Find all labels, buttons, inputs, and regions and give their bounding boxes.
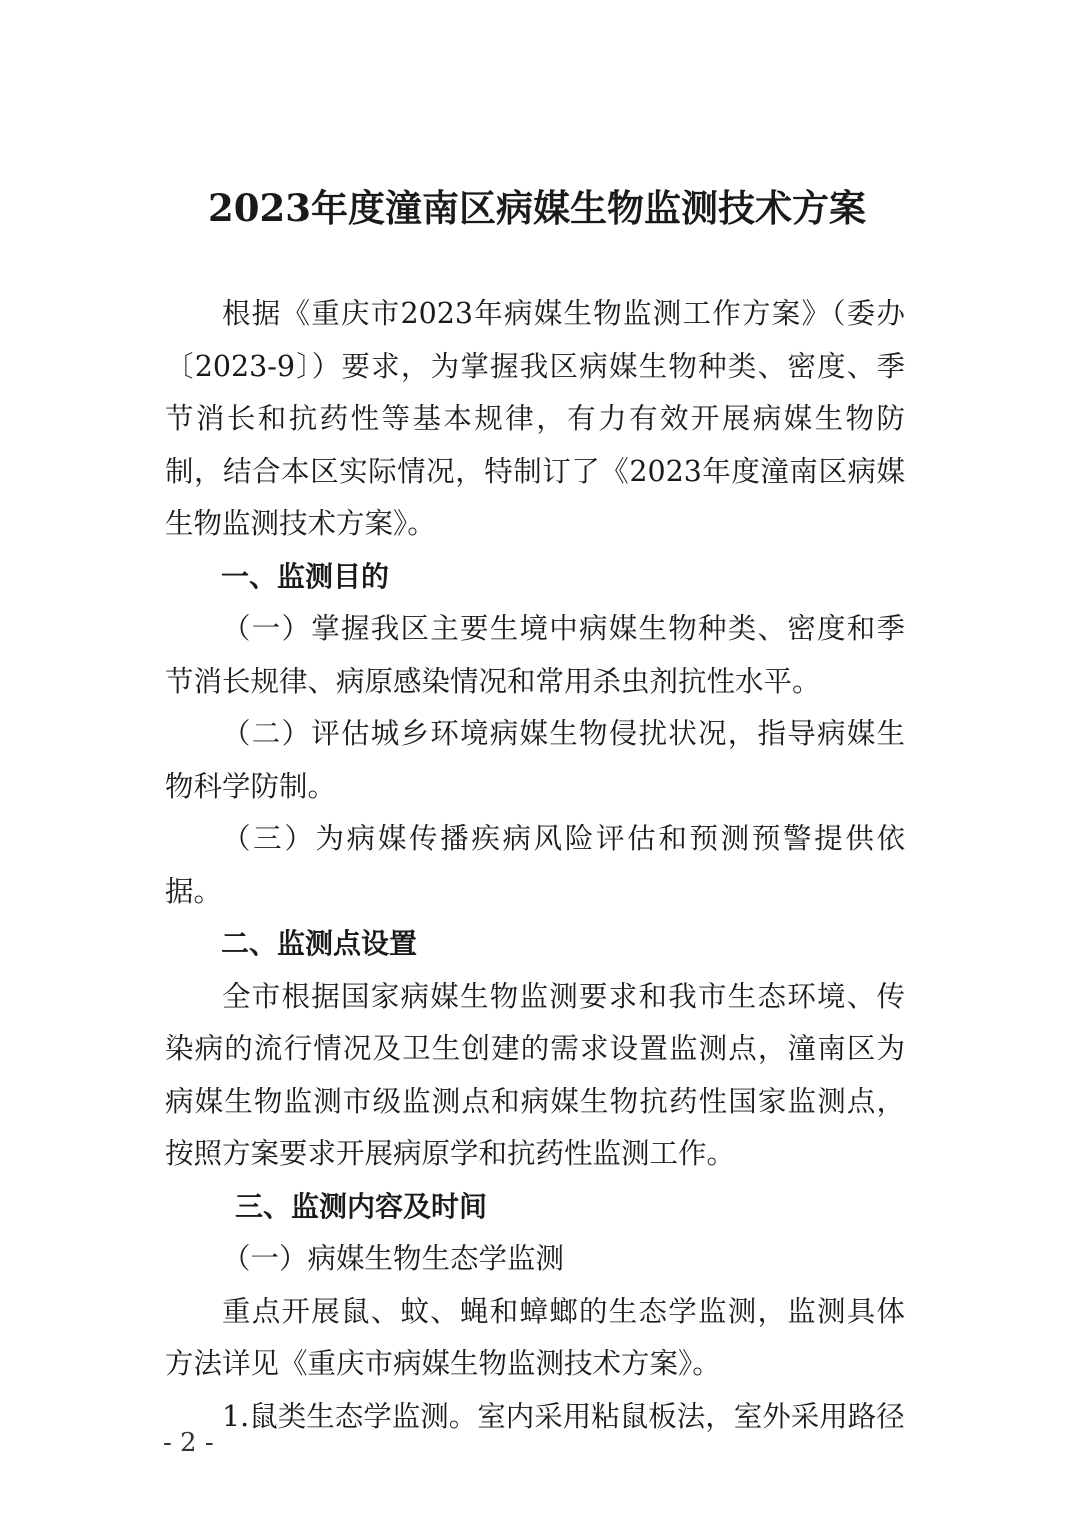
intro-paragraph: 根据《重庆市2023年病媒生物监测工作方案》（委办〔2023-9〕）要求，为掌握我区病媒生物种类、密度、季节消长和抗药性等基本规律，有力有效开展病媒生物防制，结合本区实际情况，特制订了《2023年度潼南区病媒生物监测技术方案》。 (165, 297, 905, 540)
section-3-heading: 三、监测内容及时间 (235, 1189, 488, 1223)
section-3-paragraph-1: 重点开展鼠、蚊、蝇和蟑螂的生态学监测，监测具体方法详见《重庆市病媒生物监测技术方案》。 (165, 1294, 905, 1380)
page-number: - 2 - (163, 1428, 214, 1458)
document-title: 2023年度潼南区病媒生物监测技术方案 (208, 186, 866, 230)
section-1-heading: 一、监测目的 (221, 559, 390, 593)
document-body (165, 288, 905, 1443)
section-2-heading: 二、监测点设置 (221, 927, 418, 960)
section-1-item-2: （二）评估城乡环境病媒生物侵扰状况，指导病媒生物科学防制。 (165, 717, 905, 803)
section-3-subheading-1: （一）病媒生物生态学监测 (222, 1242, 565, 1275)
section-1-item-1: （一）掌握我区主要生境中病媒生物种类、密度和季节消长规律、病原感染情况和常用杀虫剂抗性水平。 (165, 612, 905, 698)
section-1-item-3: （三）为病媒传播疾病风险评估和预测预警提供依据。 (165, 822, 905, 908)
section-3-paragraph-2: 1.鼠类生态学监测。室内采用粘鼠板法，室外采用路径 (222, 1399, 905, 1433)
section-2-paragraph: 全市根据国家病媒生物监测要求和我市生态环境、传染病的流行情况及卫生创建的需求设置监测点，潼南区为病媒生物监测市级监测点和病媒生物抗药性国家监测点，按照方案要求开展病原学和抗药性监测工作。 (165, 979, 905, 1170)
